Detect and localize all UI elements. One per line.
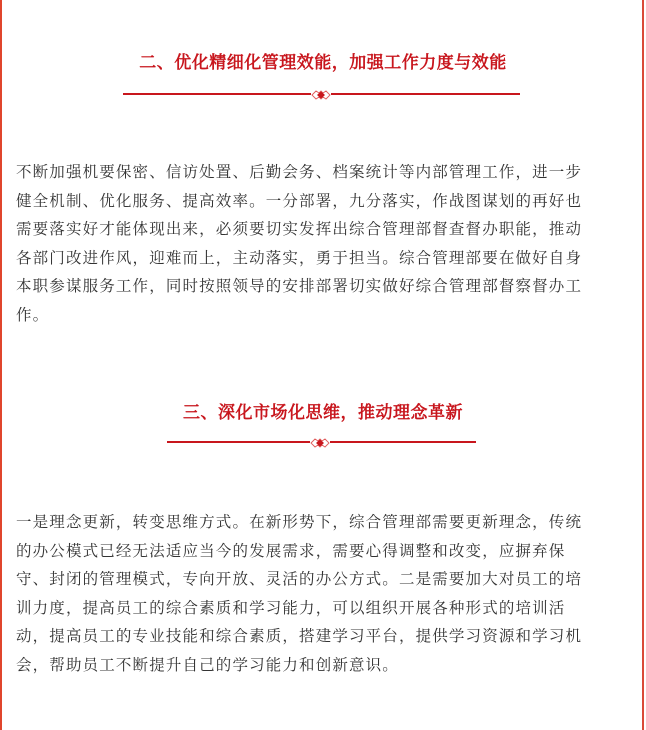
left-border	[0, 0, 2, 730]
section-divider	[167, 435, 476, 449]
paragraph-line: 会，帮助员工不断提升自己的学习能力和创新意识。	[16, 655, 399, 674]
section-paragraph	[16, 508, 636, 680]
paragraph-line: 健全机制、优化服务、提高效率。一分部署，九分落实，作战图谋划的再好也	[16, 191, 583, 210]
section-paragraph	[16, 158, 636, 330]
paragraph-line: 一是理念更新，转变思维方式。在新形势下，综合管理部需要更新理念，传统	[16, 513, 583, 531]
ornament-diamond-icon	[310, 435, 330, 449]
paragraph-line: 不断加强机要保密、信访处置、后勤会务、档案统计等内部管理工作，进一步	[16, 163, 583, 181]
paragraph-line: 的办公模式已经无法适应当今的发展需求，需要心得调整和改变，应摒弃保	[16, 541, 566, 560]
paragraph-line: 守、封闭的管理模式，专向开放、灵活的办公方式。二是需要加大对员工的培	[16, 570, 583, 589]
paragraph-line: 动，提高员工的专业技能和综合素质，搭建学习平台，提供学习资源和学习机	[16, 627, 583, 646]
section-heading: 三、深化市场化思维，推动理念革新	[183, 403, 463, 423]
right-border	[642, 0, 644, 730]
ornament-diamond-icon	[311, 87, 331, 101]
paragraph-line: 各部门改进作风，迎难而上，主动落实，勇于担当。综合管理部要在做好自身	[16, 248, 583, 267]
paragraph-line: 训力度，提高员工的综合素质和学习能力，可以组织开展各种形式的培训活	[16, 598, 566, 617]
paragraph-line: 需要落实好才能体现出来，必须要切实发挥出综合管理部督查督办职能，推动	[16, 220, 583, 239]
paragraph-line: 本职参谋服务工作，同时按照领导的安排部署切实做好综合管理部督察督办工	[16, 277, 583, 296]
section-heading: 二、优化精细化管理效能，加强工作力度与效能	[139, 53, 507, 73]
paragraph-line: 作。	[16, 305, 50, 324]
section-divider	[123, 87, 520, 101]
